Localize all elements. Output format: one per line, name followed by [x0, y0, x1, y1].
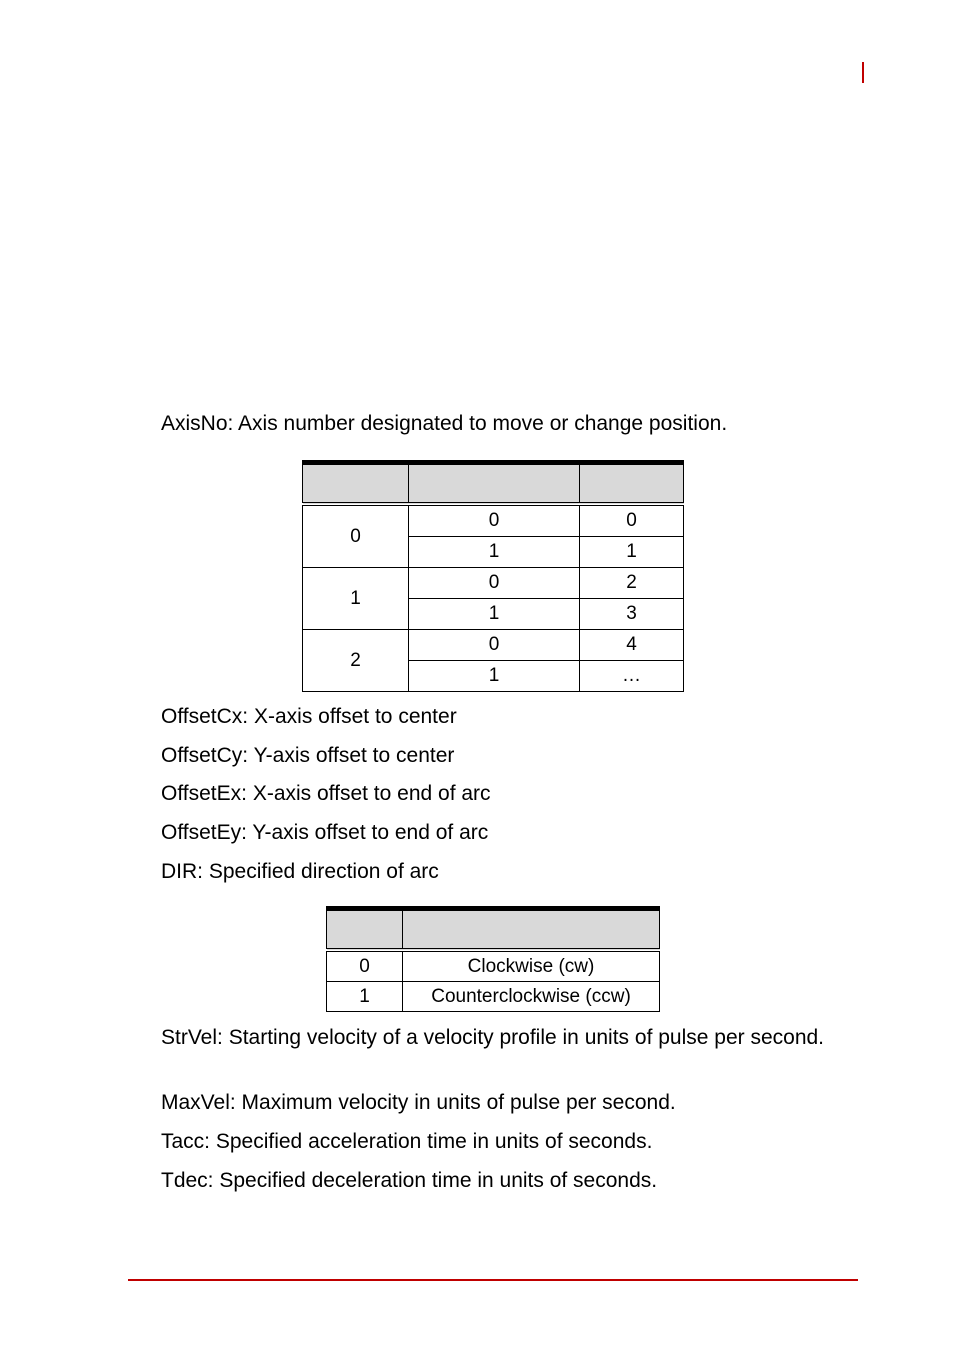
axisno-description: AxisNo: Axis number designated to move or change position.	[161, 412, 728, 435]
offsetcx-description: OffsetCx: X-axis offset to center	[161, 705, 457, 728]
axis-number-cell: 4	[580, 630, 684, 661]
table-cell: 0	[409, 504, 580, 537]
table-cell: 1	[409, 537, 580, 568]
table-row	[303, 630, 684, 661]
offsetcy-description: OffsetCy: Y-axis offset to center	[161, 744, 455, 767]
dir-value-cell: 1	[327, 982, 403, 1012]
axis-number-cell: 0	[580, 504, 684, 537]
table-row	[327, 982, 660, 1012]
tacc-description: Tacc: Specified acceleration time in units of seconds.	[161, 1130, 653, 1153]
table-cell: 1	[409, 599, 580, 630]
axis-number-cell: 1	[580, 537, 684, 568]
axis-number-cell: 3	[580, 599, 684, 630]
table-cell: 0	[409, 630, 580, 661]
axis-table-header-row	[303, 463, 684, 505]
dir-table-header-cell	[403, 909, 660, 951]
header-marker	[862, 62, 864, 83]
dir-table-header-cell	[327, 909, 403, 951]
axis-table-header-cell	[303, 463, 409, 505]
dir-value-cell: 0	[327, 950, 403, 982]
footer-rule	[128, 1279, 858, 1281]
group-cell: 0	[303, 504, 409, 568]
table-row	[303, 568, 684, 599]
table-row	[303, 504, 684, 537]
group-cell: 2	[303, 630, 409, 692]
dir-description: DIR: Specified direction of arc	[161, 860, 439, 883]
strvel-description: StrVel: Starting velocity of a velocity profile in units of pulse per second.	[161, 1026, 825, 1049]
tdec-description: Tdec: Specified deceleration time in units of seconds.	[161, 1169, 658, 1192]
table-cell: 0	[409, 568, 580, 599]
table-row	[327, 950, 660, 982]
dir-meaning-cell: Counterclockwise (ccw)	[403, 982, 660, 1012]
axis-table-header-cell	[409, 463, 580, 505]
axis-number-table	[302, 460, 684, 692]
offsetex-description: OffsetEx: X-axis offset to end of arc	[161, 782, 491, 805]
offsetey-description: OffsetEy: Y-axis offset to end of arc	[161, 821, 489, 844]
dir-meaning-cell: Clockwise (cw)	[403, 950, 660, 982]
dir-table-header-row	[327, 909, 660, 951]
group-cell: 1	[303, 568, 409, 630]
axis-table-header-cell	[580, 463, 684, 505]
maxvel-description: MaxVel: Maximum velocity in units of pulse per second.	[161, 1091, 676, 1114]
axis-number-cell: …	[580, 661, 684, 692]
table-cell: 1	[409, 661, 580, 692]
axis-number-cell: 2	[580, 568, 684, 599]
direction-table	[326, 906, 660, 1012]
